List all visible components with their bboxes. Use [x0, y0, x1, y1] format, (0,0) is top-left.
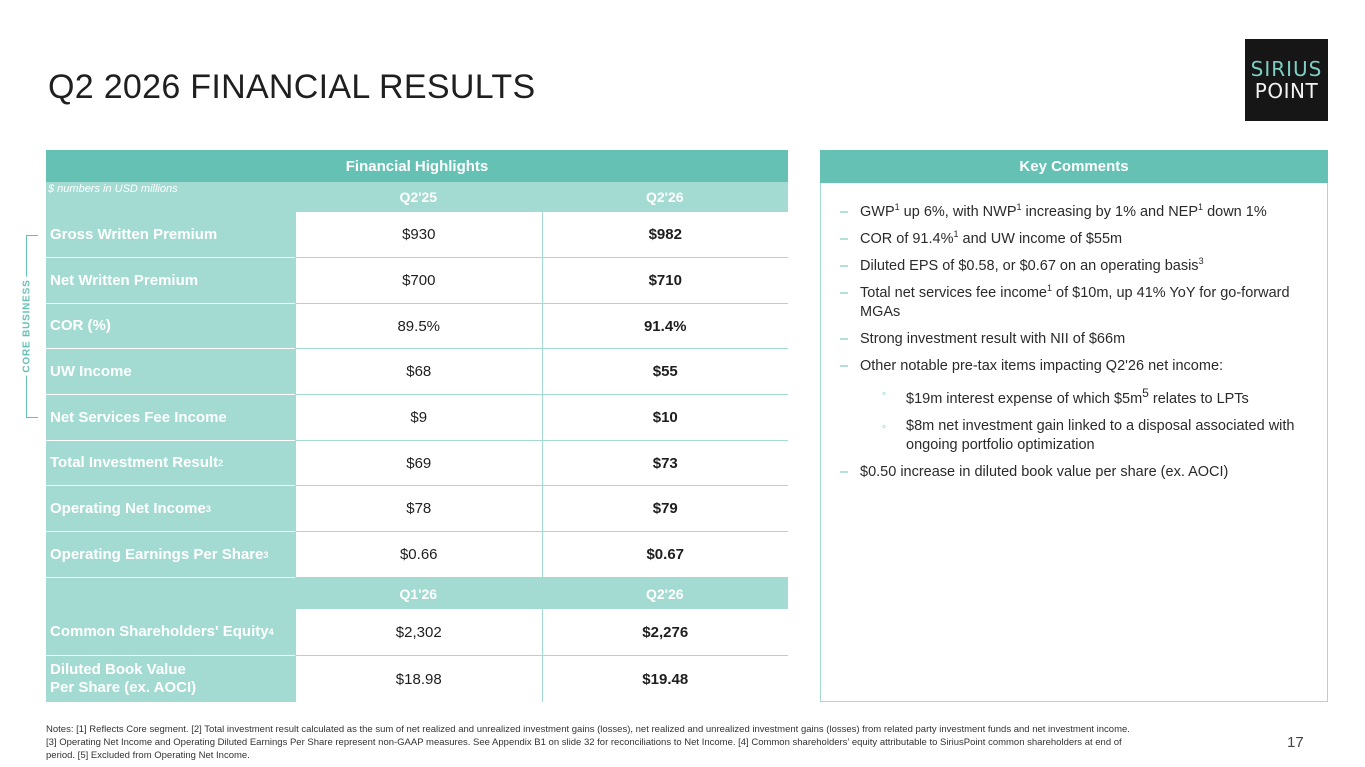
col-header-prior: Q2'25	[295, 182, 542, 212]
row-prior-value: 89.5%	[295, 304, 542, 349]
table-row	[46, 441, 788, 486]
row-current-value: $73	[542, 441, 789, 486]
sub-list-item: ◦ $19m interest expense of which $\$5m^5$ relates to LPTs	[882, 386, 1249, 407]
row-current-value: $55	[542, 349, 789, 395]
table-row	[46, 258, 788, 304]
dash-bullet: –	[840, 358, 849, 374]
row-prior-value: $78	[295, 486, 542, 532]
dash-bullet: –	[840, 331, 849, 347]
col-header-current-2: Q2'26	[542, 578, 789, 609]
row-current-value: $2,276	[542, 609, 789, 656]
page-number: 17	[1287, 734, 1304, 751]
row-current-value: $710	[542, 258, 789, 304]
row-label: Gross Written Premium	[46, 212, 295, 258]
dash-bullet: –	[840, 258, 849, 274]
row-label: UW Income	[46, 349, 295, 395]
sub-list-item: ◦ $8m net investment gain linked to a disposal associated with ongoing portfolio optimization	[882, 417, 1295, 453]
dash-bullet: –	[840, 463, 849, 480]
list-item: – $0.50 increase in diluted book value per share (ex. AOCI)	[840, 463, 1229, 480]
row-prior-value: $68	[295, 349, 542, 395]
table-row	[46, 532, 788, 578]
row-current-value: $0.67	[542, 532, 789, 578]
list-item: – Total net services fee income$^1$ of $10m, up 41% YoY for go-forward MGAs	[840, 283, 1290, 320]
key-comments-header: Key Comments	[820, 150, 1328, 183]
row-current-value: $19.48	[542, 656, 789, 702]
table-row	[46, 609, 788, 656]
circle-bullet: ◦	[882, 420, 886, 433]
row-label: Net Services Fee Income	[46, 395, 295, 441]
list-item: – Strong investment result with NII of $66m	[840, 331, 1126, 347]
list-item: – COR of 91.4%$^1$ and UW income of $55m	[840, 229, 1123, 247]
table-row	[46, 212, 788, 258]
footnote-line: Notes: [1] Reflects Core segment. [2] Total investment result calculated as the sum of net realized and unrealized investment gains (losses), net realized and unrealized investment gains (losses) from related party investment funds and net investment income.	[46, 724, 1130, 735]
units-note: $ numbers in USD millions	[48, 183, 178, 195]
row-prior-value: $18.98	[295, 656, 542, 702]
circle-bullet: ◦	[882, 388, 886, 400]
row-prior-value: $0.66	[295, 532, 542, 578]
table-row	[46, 304, 788, 349]
list-item: – GWP$^1$ up 6%, with NWP$^1$ increasing by 1% and NEP$^1$ down 1%	[840, 202, 1267, 220]
row-label: Net Written Premium	[46, 258, 295, 304]
col-header-prior-2: Q1'26	[295, 578, 542, 609]
financial-highlights-header: Financial Highlights	[46, 150, 788, 182]
row-prior-value: $700	[295, 258, 542, 304]
list-item: – Other notable pre-tax items impacting Q2'26 net income:	[840, 358, 1224, 374]
siriuspoint-logo	[1245, 39, 1328, 121]
row-prior-value: $930	[295, 212, 542, 258]
core-business-label: CORE BUSINESS	[22, 276, 33, 375]
row-current-value: $10	[542, 395, 789, 441]
table-row	[46, 395, 788, 441]
logo-line2: POINT	[1254, 78, 1319, 103]
dash-bullet: –	[840, 204, 849, 220]
footnotes	[46, 723, 1266, 762]
logo-line1: SIRIUS	[1250, 56, 1323, 81]
page-title: Q2 2026 FINANCIAL RESULTS	[48, 68, 536, 106]
key-comments-list	[840, 203, 1310, 490]
row-current-value: $79	[542, 486, 789, 532]
dash-bullet: –	[840, 285, 849, 301]
row-current-value: $982	[542, 212, 789, 258]
row-label: Total Investment Result 2	[46, 441, 295, 486]
row-label: Diluted Book Value Per Share (ex. AOCI)	[46, 656, 295, 702]
row-label: Common Shareholders' Equity 4	[46, 609, 295, 656]
row-label: COR (%)	[46, 304, 295, 349]
table-row	[46, 349, 788, 395]
list-item: – Diluted EPS of $0.58, or $0.67 on an operating basis$^3$	[840, 256, 1204, 274]
footnote-line: [3] Operating Net Income and Operating Diluted Earnings Per Share represent non-GAAP measures. See Appendix B1 on slide 32 for reconciliations to Net Income. [4] Common shareholders’ equity attributable to SiriusPoint common shareholders at end of	[46, 737, 1122, 748]
footnote-line: period. [5] Excluded from Operating Net Income.	[46, 750, 250, 761]
dash-bullet: –	[840, 231, 849, 247]
row-prior-value: $9	[295, 395, 542, 441]
row-current-value: 91.4%	[542, 304, 789, 349]
table-subheader-1	[46, 182, 788, 212]
row-prior-value: $69	[295, 441, 542, 486]
row-prior-value: $2,302	[295, 609, 542, 656]
table-row	[46, 656, 788, 702]
table-subheader-2	[46, 578, 788, 609]
row-label: Operating Earnings Per Share 3	[46, 532, 295, 578]
table-row	[46, 486, 788, 532]
row-label: Operating Net Income 3	[46, 486, 295, 532]
col-header-current: Q2'26	[542, 182, 789, 212]
